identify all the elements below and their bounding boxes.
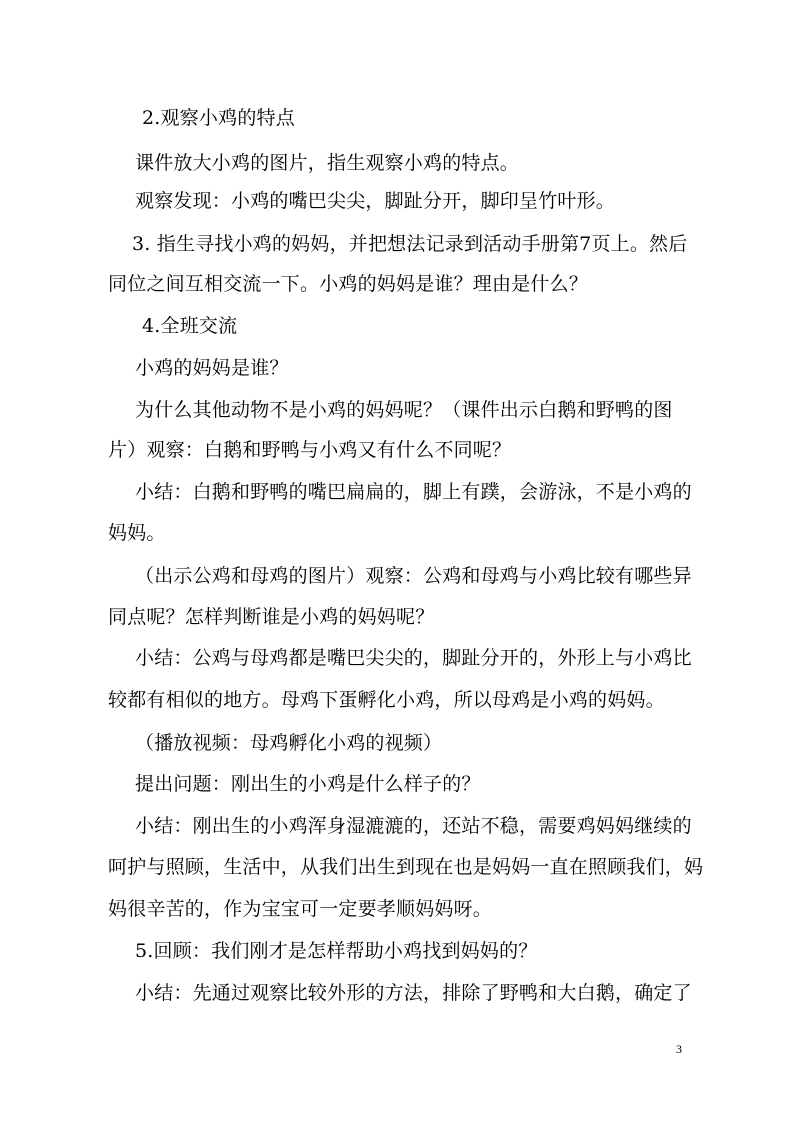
paragraph-line: 小结：白鹅和野鸭的嘴巴扁扁的，脚上有蹼，会游泳，不是小鸡的 bbox=[135, 481, 692, 503]
paragraph-line: （播放视频：母鸡孵化小鸡的视频） bbox=[135, 732, 443, 754]
heading-review: 5.回顾：我们刚才是怎样帮助小鸡找到妈妈的？ bbox=[135, 940, 538, 962]
paragraph-line: 较都有相似的地方。母鸡下蛋孵化小鸡，所以母鸡是小鸡的妈妈。 bbox=[108, 689, 665, 711]
paragraph-line: 小结：公鸡与母鸡都是嘴巴尖尖的，脚趾分开的，外形上与小鸡比 bbox=[135, 647, 692, 669]
paragraph-line: 为什么其他动物不是小鸡的妈妈呢？（课件出示白鹅和野鸭的图 bbox=[135, 399, 673, 421]
paragraph-line: 同点呢？怎样判断谁是小鸡的妈妈呢？ bbox=[108, 606, 435, 628]
paragraph-line: 妈妈。 bbox=[108, 522, 166, 544]
page-number: 3 bbox=[676, 1042, 682, 1056]
paragraph-line: 小鸡的妈妈是谁？ bbox=[135, 357, 289, 379]
paragraph-line: 片）观察：白鹅和野鸭与小鸡又有什么不同呢？ bbox=[108, 439, 512, 461]
paragraph-line: 观察发现：小鸡的嘴巴尖尖，脚趾分开，脚印呈竹叶形。 bbox=[135, 190, 616, 212]
paragraph-line: 小结：刚出生的小鸡浑身湿漉漉的，还站不稳，需要鸡妈妈继续的 bbox=[135, 815, 692, 837]
paragraph-line: 同位之间互相交流一下。小鸡的妈妈是谁？理由是什么？ bbox=[108, 273, 589, 295]
paragraph-line: （出示公鸡和母鸡的图片）观察：公鸡和母鸡与小鸡比较有哪些异 bbox=[135, 565, 692, 587]
paragraph-line: 课件放大小鸡的图片，指生观察小鸡的特点。 bbox=[135, 152, 520, 174]
paragraph-line: 呵护与照顾，生活中，从我们出生到现在也是妈妈一直在照顾我们，妈 bbox=[108, 856, 704, 878]
paragraph-line: 提出问题：刚出生的小鸡是什么样子的？ bbox=[135, 773, 481, 795]
paragraph-line: 妈很辛苦的，作为宝宝可一定要孝顺妈妈呀。 bbox=[108, 898, 493, 920]
heading-observe-chick: 2.观察小鸡的特点 bbox=[142, 107, 295, 129]
paragraph-line: 3. 指生寻找小鸡的妈妈，并把想法记录到活动手册第7页上。然后 bbox=[132, 233, 688, 255]
heading-class-discussion: 4.全班交流 bbox=[142, 315, 238, 337]
paragraph-line: 小结：先通过观察比较外形的方法，排除了野鸭和大白鹅，确定了 bbox=[135, 982, 692, 1004]
